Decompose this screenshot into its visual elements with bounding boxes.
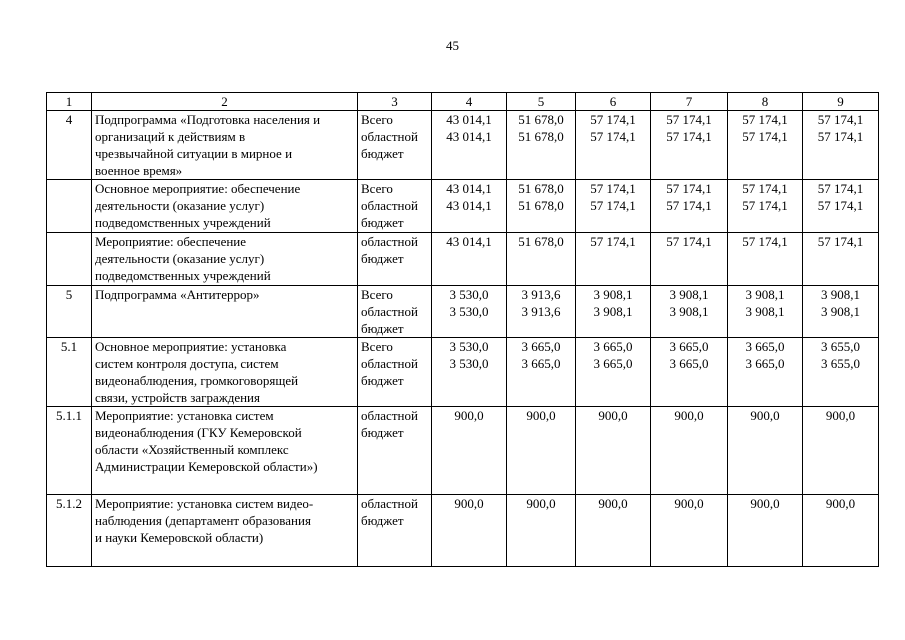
value-cell — [803, 407, 879, 495]
value-cell — [651, 180, 728, 233]
funding-source — [358, 180, 432, 233]
value: 43 014,1 — [446, 198, 492, 213]
budget-table — [46, 92, 879, 567]
funding-source-line: Всего — [361, 287, 393, 302]
funding-source-line: областной — [361, 129, 418, 144]
value: 57 174,1 — [666, 181, 712, 196]
header-cell: 3 — [358, 93, 432, 111]
table-row — [47, 180, 879, 233]
value: 57 174,1 — [817, 129, 864, 144]
value-cell — [507, 233, 576, 286]
value: 900,0 — [598, 408, 628, 423]
row-name-line: подведомственных учреждений — [95, 215, 271, 230]
row-name-line: военное время» — [95, 163, 183, 178]
table-row — [47, 286, 879, 338]
value-cell — [728, 286, 803, 338]
funding-source-line: областной — [361, 356, 418, 371]
value-cell — [432, 180, 507, 233]
funding-source — [358, 111, 432, 180]
value: 3 913,6 — [521, 287, 561, 302]
value: 3 530,0 — [449, 304, 489, 319]
value: 51 678,0 — [518, 181, 564, 196]
row-name — [92, 338, 358, 407]
row-name-line: наблюдения (департамент образования — [95, 513, 311, 528]
row-name-line: и науки Кемеровской области) — [95, 530, 264, 545]
funding-source — [358, 407, 432, 495]
row-name-line: Мероприятие: обеспечение — [95, 234, 247, 249]
value-cell — [803, 111, 879, 180]
value-cell — [728, 407, 803, 495]
funding-source-line: областной — [361, 408, 418, 423]
value: 57 174,1 — [590, 234, 636, 249]
value: 3 665,0 — [669, 339, 709, 354]
value-cell — [507, 180, 576, 233]
value: 3 665,0 — [593, 339, 633, 354]
row-name-line: чрезвычайной ситуации в мирное и — [95, 146, 293, 161]
row-name-line: видеонаблюдения (ГКУ Кемеровской — [95, 425, 302, 440]
row-name-line: Мероприятие: установка систем видео- — [95, 496, 314, 511]
value-cell — [728, 180, 803, 233]
row-name — [92, 286, 358, 338]
page-number: 45 — [446, 38, 459, 53]
row-name-line: видеонаблюдения, громкоговорящей — [95, 373, 299, 388]
value: 900,0 — [598, 496, 628, 511]
value: 3 665,0 — [669, 356, 709, 371]
value: 3 908,1 — [745, 304, 785, 319]
value-cell — [576, 338, 651, 407]
value: 57 174,1 — [742, 129, 788, 144]
value: 3 530,0 — [449, 339, 489, 354]
value-cell — [432, 338, 507, 407]
value: 51 678,0 — [518, 234, 564, 249]
row-name-line: Подпрограмма «Антитеррор» — [95, 287, 260, 302]
funding-source-line: бюджет — [361, 251, 404, 266]
row-code: 5.1.1 — [47, 407, 92, 495]
value: 43 014,1 — [446, 129, 492, 144]
row-name-line: Мероприятие: установка систем — [95, 408, 274, 423]
value-cell — [803, 233, 879, 286]
value: 3 908,1 — [593, 287, 633, 302]
table-header-row — [47, 93, 879, 111]
value-cell — [651, 233, 728, 286]
row-name-line: деятельности (оказание услуг) — [95, 251, 265, 266]
row-name — [92, 233, 358, 286]
value-cell — [728, 111, 803, 180]
row-code — [47, 180, 92, 233]
value: 57 174,1 — [817, 198, 864, 213]
header-cell: 2 — [92, 93, 358, 111]
row-name-line: Основное мероприятие: обеспечение — [95, 181, 301, 196]
funding-source — [358, 286, 432, 338]
row-name — [92, 407, 358, 495]
value: 57 174,1 — [742, 112, 788, 127]
value: 43 014,1 — [446, 181, 492, 196]
value: 57 174,1 — [817, 112, 864, 127]
value: 57 174,1 — [590, 198, 636, 213]
value-cell — [576, 233, 651, 286]
header-cell: 8 — [728, 93, 803, 111]
row-name-line: Подпрограмма «Подготовка населения и — [95, 112, 321, 127]
row-name-line: связи, устройств заграждения — [95, 390, 260, 405]
value-cell — [576, 407, 651, 495]
value: 57 174,1 — [666, 129, 712, 144]
row-code: 5.1 — [47, 338, 92, 407]
value: 57 174,1 — [590, 181, 636, 196]
value: 3 665,0 — [745, 356, 785, 371]
value: 43 014,1 — [446, 112, 492, 127]
value: 57 174,1 — [817, 234, 864, 249]
value: 3 530,0 — [449, 287, 489, 302]
value: 3 665,0 — [521, 356, 561, 371]
value: 900,0 — [674, 408, 704, 423]
funding-source-line: Всего — [361, 339, 393, 354]
header-cell: 5 — [507, 93, 576, 111]
value: 900,0 — [750, 408, 780, 423]
value: 3 665,0 — [745, 339, 785, 354]
value: 900,0 — [454, 408, 484, 423]
row-code — [47, 233, 92, 286]
value: 3 908,1 — [669, 287, 709, 302]
value: 51 678,0 — [518, 198, 564, 213]
row-name — [92, 111, 358, 180]
value-cell — [507, 111, 576, 180]
row-code: 4 — [47, 111, 92, 180]
value: 3 665,0 — [521, 339, 561, 354]
funding-source-line: бюджет — [361, 373, 404, 388]
value: 900,0 — [825, 496, 856, 511]
funding-source — [358, 233, 432, 286]
table-row — [47, 495, 879, 567]
value-cell — [728, 233, 803, 286]
value-cell — [432, 111, 507, 180]
value-cell — [576, 180, 651, 233]
funding-source-line: бюджет — [361, 513, 404, 528]
value: 57 174,1 — [590, 112, 636, 127]
value: 900,0 — [750, 496, 780, 511]
value: 57 174,1 — [666, 198, 712, 213]
value: 900,0 — [454, 496, 484, 511]
table-row — [47, 233, 879, 286]
value-cell — [432, 407, 507, 495]
value-cell — [507, 495, 576, 567]
row-name-line: Основное мероприятие: установка — [95, 339, 287, 354]
value: 3 908,1 — [745, 287, 785, 302]
value: 57 174,1 — [742, 181, 788, 196]
row-name-line: области «Хозяйственный комплекс — [95, 442, 289, 457]
row-name-line: подведомственных учреждений — [95, 268, 271, 283]
funding-source-line: бюджет — [361, 146, 404, 161]
row-code: 5.1.2 — [47, 495, 92, 567]
value: 3 530,0 — [449, 356, 489, 371]
value-cell — [803, 286, 879, 338]
row-name-line: Администрации Кемеровской области») — [95, 459, 318, 474]
value: 3 908,1 — [821, 287, 860, 302]
value: 51 678,0 — [518, 129, 564, 144]
value: 57 174,1 — [666, 234, 712, 249]
value: 900,0 — [674, 496, 704, 511]
funding-source-line: областной — [361, 496, 418, 511]
value-cell — [803, 495, 879, 567]
funding-source-line: бюджет — [361, 321, 404, 336]
row-name — [92, 180, 358, 233]
value: 3 908,1 — [821, 304, 860, 319]
value: 57 174,1 — [742, 234, 788, 249]
value-cell — [803, 338, 879, 407]
value-cell — [432, 495, 507, 567]
value-cell — [507, 407, 576, 495]
row-code: 5 — [47, 286, 92, 338]
value: 57 174,1 — [590, 129, 636, 144]
funding-source-line: бюджет — [361, 425, 404, 440]
value-cell — [576, 111, 651, 180]
value: 900,0 — [526, 496, 556, 511]
value-cell — [576, 286, 651, 338]
value: 3 913,6 — [521, 304, 561, 319]
value-cell — [651, 286, 728, 338]
value-cell — [507, 286, 576, 338]
value-cell — [728, 495, 803, 567]
value-cell — [728, 338, 803, 407]
funding-source-line: областной — [361, 198, 418, 213]
value-cell — [432, 286, 507, 338]
value-cell — [803, 180, 879, 233]
table-row — [47, 111, 879, 180]
value-cell — [651, 338, 728, 407]
header-cell: 6 — [576, 93, 651, 111]
value: 900,0 — [526, 408, 556, 423]
funding-source-line: областной — [361, 234, 418, 249]
value: 3 665,0 — [593, 356, 633, 371]
value: 43 014,1 — [446, 234, 492, 249]
table-row — [47, 338, 879, 407]
funding-source-line: бюджет — [361, 215, 404, 230]
value: 3 655,0 — [821, 356, 860, 371]
value-cell — [651, 495, 728, 567]
funding-source-line: Всего — [361, 112, 393, 127]
funding-source-line: Всего — [361, 181, 393, 196]
row-name — [92, 495, 358, 567]
value: 57 174,1 — [666, 112, 712, 127]
header-cell: 7 — [651, 93, 728, 111]
value: 3 655,0 — [821, 339, 860, 354]
value-cell — [432, 233, 507, 286]
row-name-line: организаций к действиям в — [95, 129, 246, 144]
value: 3 908,1 — [669, 304, 709, 319]
value: 900,0 — [825, 408, 856, 423]
value-cell — [507, 338, 576, 407]
value-cell — [576, 495, 651, 567]
row-name-line: деятельности (оказание услуг) — [95, 198, 265, 213]
funding-source — [358, 495, 432, 567]
value: 57 174,1 — [817, 181, 864, 196]
header-cell: 4 — [432, 93, 507, 111]
value-cell — [651, 111, 728, 180]
header-cell: 9 — [803, 93, 879, 111]
funding-source-line: областной — [361, 304, 418, 319]
value-cell — [651, 407, 728, 495]
row-name-line: систем контроля доступа, систем — [95, 356, 279, 371]
value: 3 908,1 — [593, 304, 633, 319]
funding-source — [358, 338, 432, 407]
value: 51 678,0 — [518, 112, 564, 127]
table-row — [47, 407, 879, 495]
header-cell: 1 — [47, 93, 92, 111]
value: 57 174,1 — [742, 198, 788, 213]
